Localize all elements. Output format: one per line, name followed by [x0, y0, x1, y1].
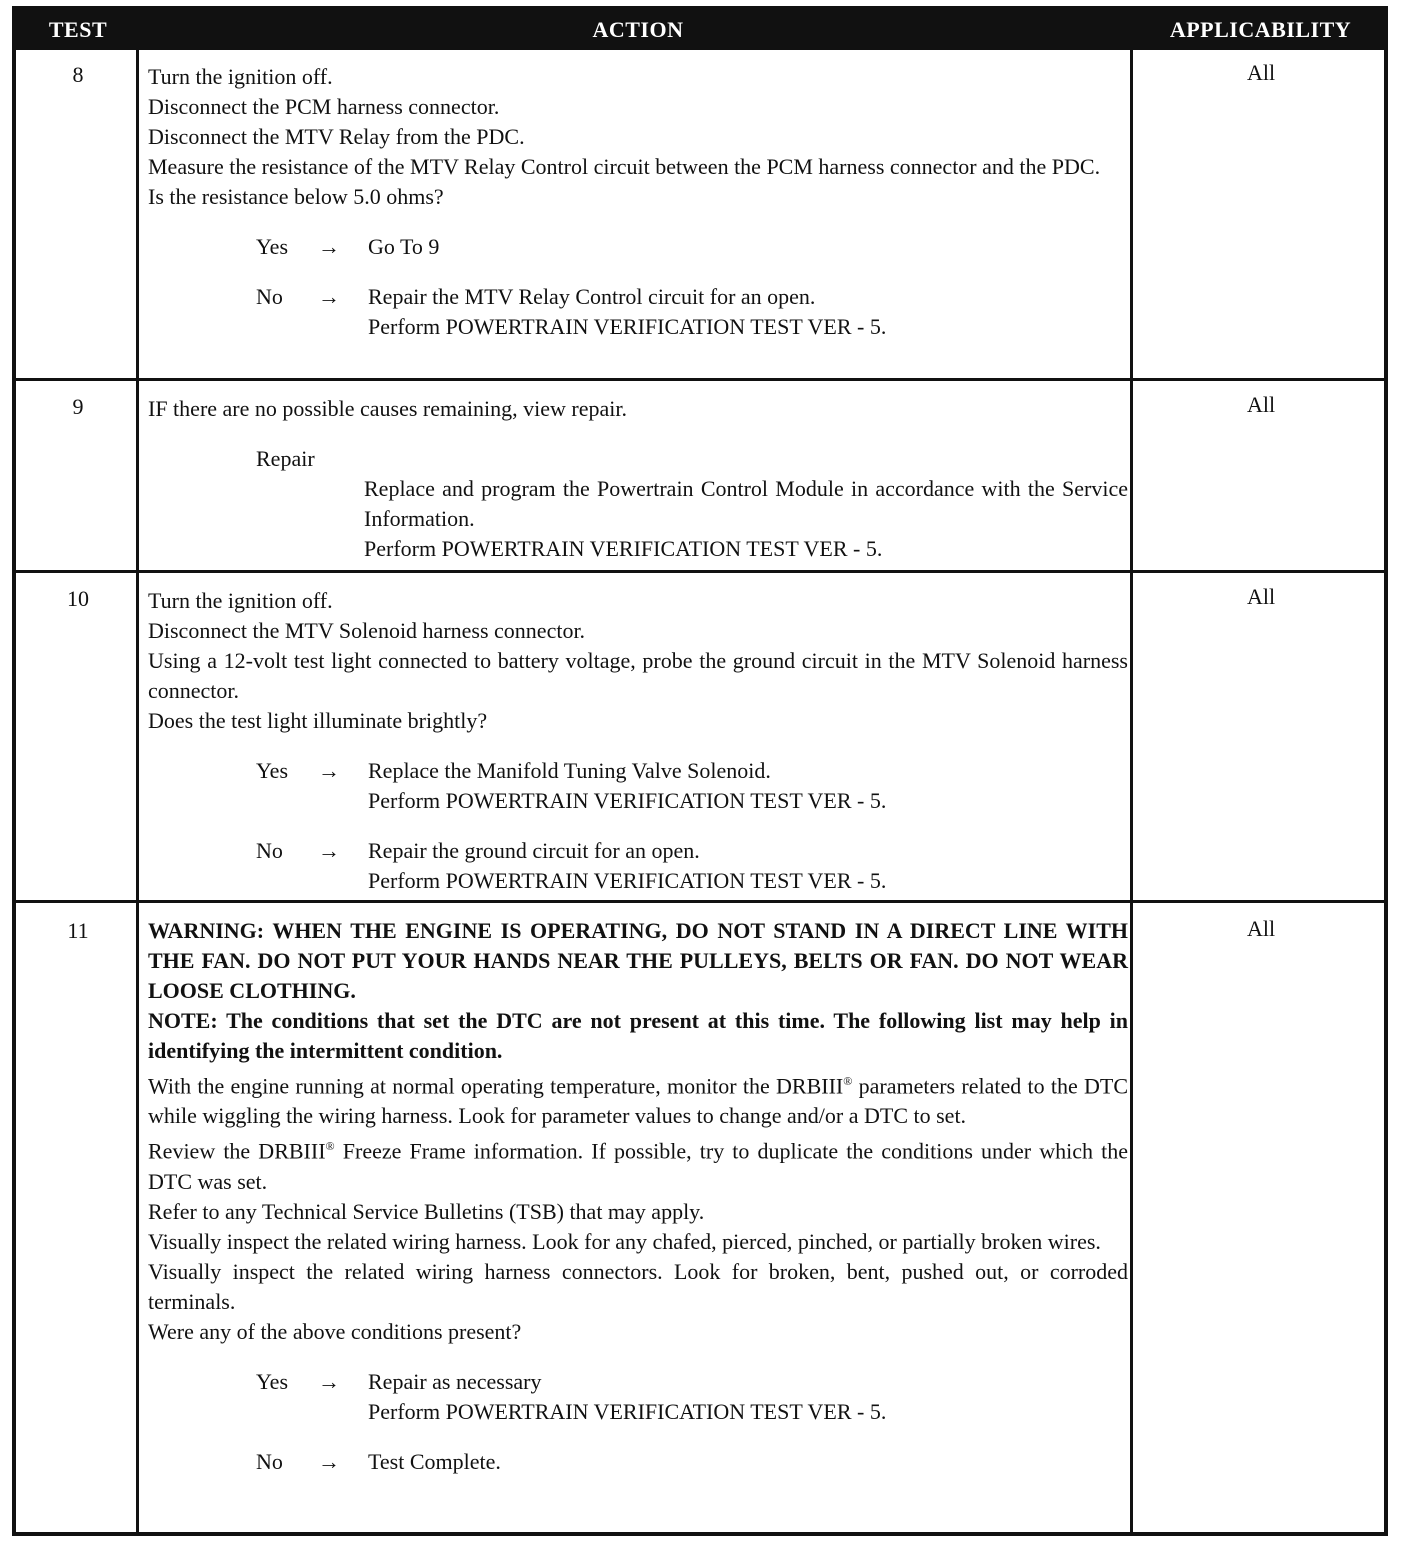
diagnostic-test-table	[12, 6, 1388, 1536]
header-test: TEST	[48, 17, 108, 42]
no-outcome	[148, 836, 1128, 896]
action-line: Visually inspect the related wiring harness. Look for any chafed, pierced, pinched, or partially broken wires.	[148, 1228, 1101, 1254]
no-label: No	[256, 284, 283, 309]
no-outcome	[148, 1447, 1128, 1477]
action-cell	[148, 586, 1128, 896]
test-number: 10	[67, 586, 89, 611]
action-cell	[148, 62, 1128, 342]
note-text: NOTE: The conditions that set the DTC are not present at this time. The following list may help in identifying the intermittent condition.	[148, 1008, 1128, 1063]
action-line: Using a 12-volt test light connected to battery voltage, probe the ground circuit in the MTV Solenoid harness connector.	[148, 648, 1128, 703]
outcome-text: Repair the MTV Relay Control circuit for an open.	[368, 284, 816, 309]
action-line: Disconnect the PCM harness connector.	[148, 94, 500, 119]
arrow-icon: →	[318, 838, 340, 863]
header-applicability: APPLICABILITY	[1169, 17, 1352, 42]
row-divider	[16, 900, 1384, 903]
arrow-icon: →	[318, 1368, 340, 1394]
outcome-text: Perform POWERTRAIN VERIFICATION TEST VER - 5.	[364, 536, 883, 561]
outcome-text: Perform POWERTRAIN VERIFICATION TEST VER - 5.	[368, 868, 887, 893]
action-line: With the engine running at normal operating temperature, monitor the DRBIII® parameters related to the DTC while wiggling the wiring harness. Look for parameter values to change and/or a DTC to set.	[148, 1073, 1128, 1129]
action-line: Turn the ignition off.	[148, 588, 333, 613]
outcome-text: Repair as necessary	[368, 1368, 542, 1394]
repair-outcome	[148, 444, 1128, 564]
action-cell	[148, 916, 1128, 1477]
action-line: Were any of the above conditions present?	[148, 1318, 522, 1344]
outcome-text: Repair the ground circuit for an open.	[368, 838, 700, 863]
action-line: Is the resistance below 5.0 ohms?	[148, 184, 444, 209]
no-label: No	[256, 1448, 283, 1474]
action-line: IF there are no possible causes remaining, view repair.	[148, 396, 627, 421]
action-line: Measure the resistance of the MTV Relay Control circuit between the PCM harness connector and the PDC.	[148, 154, 1101, 179]
row-divider	[16, 570, 1384, 573]
arrow-icon: →	[318, 234, 340, 259]
header-action: ACTION	[592, 17, 684, 42]
warning-text: WARNING: WHEN THE ENGINE IS OPERATING, DO NOT STAND IN A DIRECT LINE WITH THE FAN. DO NOT PUT YOUR HANDS NEAR THE PULLEYS, BELTS OR FAN. DO NOT WEAR LOOSE CLOTHING.	[148, 918, 1128, 1003]
yes-label: Yes	[256, 234, 289, 259]
outcome-text: Test Complete.	[368, 1448, 501, 1474]
action-line: Refer to any Technical Service Bulletins (TSB) that may apply.	[148, 1198, 705, 1224]
yes-label: Yes	[256, 758, 289, 783]
outcome-text: Go To 9	[368, 234, 440, 259]
applicability: All	[1246, 392, 1276, 417]
no-outcome	[148, 282, 1128, 342]
row-divider	[16, 378, 1384, 381]
action-line: Does the test light illuminate brightly?	[148, 708, 488, 733]
outcome-text: Perform POWERTRAIN VERIFICATION TEST VER - 5.	[368, 314, 887, 339]
test-number: 11	[67, 918, 89, 943]
arrow-icon: →	[318, 1448, 340, 1474]
outcome-text: Perform POWERTRAIN VERIFICATION TEST VER - 5.	[368, 788, 887, 813]
table-header	[16, 10, 1384, 50]
outcome-text: Replace the Manifold Tuning Valve Solenoid.	[368, 758, 771, 783]
column-divider	[136, 50, 139, 1532]
yes-outcome	[148, 232, 1128, 262]
yes-label: Yes	[256, 1368, 289, 1394]
yes-outcome	[148, 756, 1128, 816]
outcome-text: Replace and program the Powertrain Control Module in accordance with the Service Information.	[364, 476, 1128, 531]
arrow-icon: →	[318, 284, 340, 309]
repair-label: Repair	[256, 446, 315, 471]
test-number: 9	[72, 394, 84, 419]
action-line: Turn the ignition off.	[148, 64, 333, 89]
no-label: No	[256, 838, 283, 863]
arrow-icon: →	[318, 758, 340, 783]
applicability: All	[1246, 916, 1276, 941]
yes-outcome	[148, 1367, 1128, 1427]
action-line: Review the DRBIII® Freeze Frame information. If possible, try to duplicate the conditions under which the DTC was set.	[148, 1138, 1128, 1194]
action-line: Disconnect the MTV Relay from the PDC.	[148, 124, 525, 149]
column-divider	[1130, 50, 1133, 1532]
applicability: All	[1246, 584, 1276, 609]
applicability: All	[1246, 60, 1276, 85]
test-number: 8	[72, 62, 84, 87]
action-line: Disconnect the MTV Solenoid harness connector.	[148, 618, 586, 643]
action-line: Visually inspect the related wiring harness connectors. Look for broken, bent, pushed out, or corroded terminals.	[148, 1258, 1128, 1314]
outcome-text: Perform POWERTRAIN VERIFICATION TEST VER - 5.	[368, 1398, 887, 1424]
action-cell	[148, 394, 1128, 564]
